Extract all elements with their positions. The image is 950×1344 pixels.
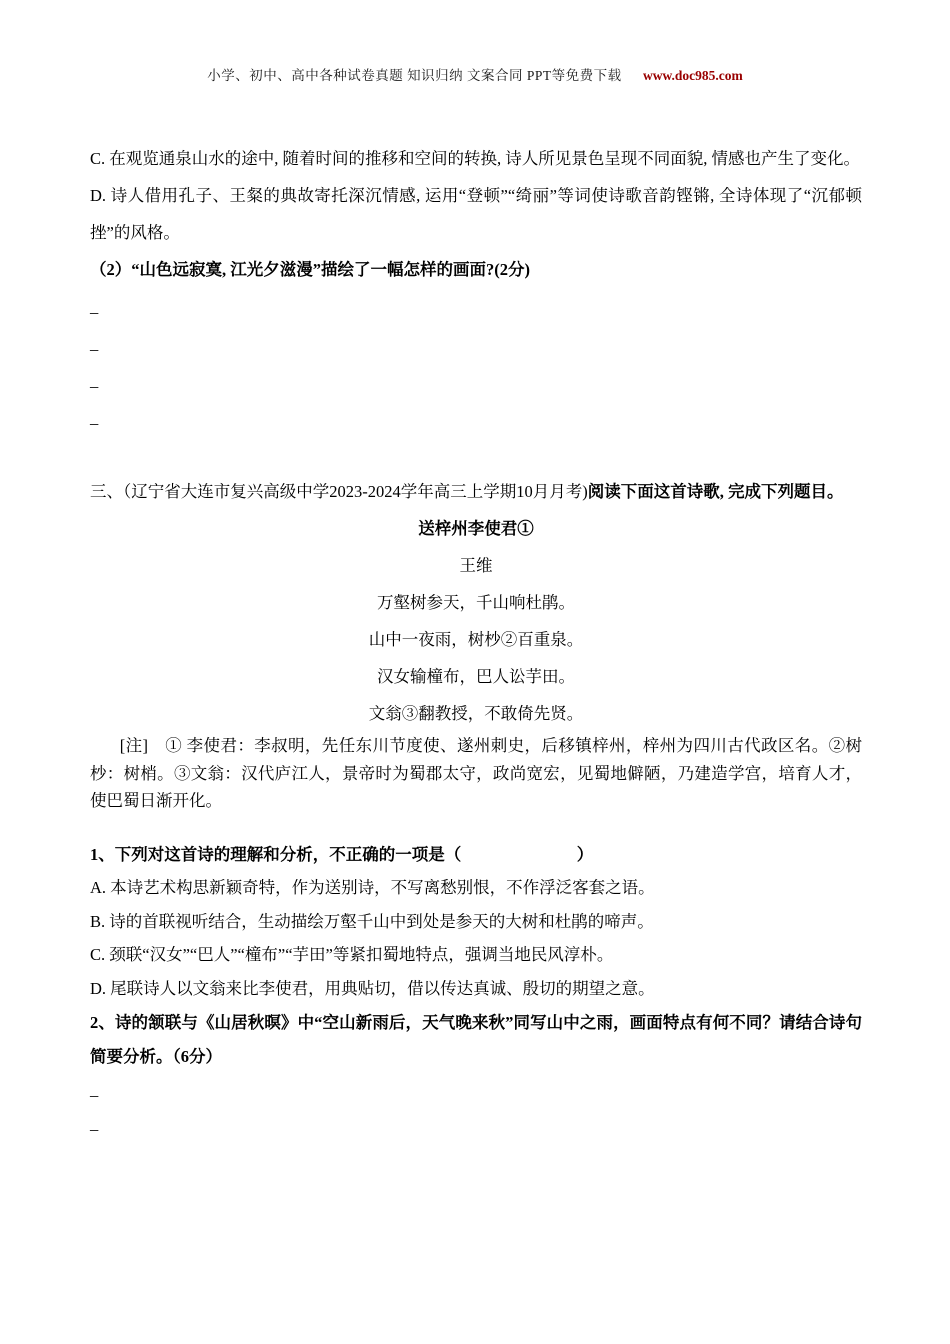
header-promo-text: 小学、初中、高中各种试卷真题 知识归纳 文案合同 PPT等免费下载 (207, 68, 622, 83)
question-2-stem: 2、诗的颔联与《山居秋暝》中“空山新雨后，天气晚来秋”同写山中之雨，画面特点有何不同？请结合诗句简要分析。（6分） (90, 1013, 862, 1066)
section-three-heading (90, 473, 862, 510)
prev-question-sub-question-2: （2）“山色远寂寞, 江光夕滋漫”描绘了一幅怎样的画面?(2分) (90, 260, 530, 279)
poem-line-2: 山中一夜雨，树杪②百重泉。 (368, 630, 584, 649)
question-1-option-b: B. 诗的首联视听结合，生动描绘万壑千山中到处是参天的大树和杜鹃的啼声。 (90, 911, 654, 931)
poem-line-4: 文翁③翻教授，不敢倚先贤。 (368, 704, 584, 723)
answer-blank-line: _ (90, 297, 99, 316)
poem-line-1: 万壑树参天，千山响杜鹃。 (377, 593, 575, 612)
section-three-source: 三、（辽宁省大连市复兴高级中学2023-2024学年高三上学期10月月考) (90, 482, 588, 501)
answer-blank-line: _ (90, 1080, 99, 1099)
question-1-option-d: D. 尾联诗人以文翁来比李使君，用典贴切，借以传达真诚、殷切的期望之意。 (90, 978, 655, 998)
answer-blank-line: _ (90, 334, 99, 353)
question-1-option-a: A. 本诗艺术构思新颖奇特，作为送别诗，不写离愁别恨，不作浮泛客套之语。 (90, 878, 655, 897)
poem-title: 送梓州李使君① (418, 519, 534, 538)
header-site-url-link[interactable]: www.doc985.com (643, 68, 743, 83)
prev-question-option-d: D. 诗人借用孔子、王粲的典故寄托深沉情感, 运用“登顿”“绮丽”等词使诗歌音韵铿锵, 全诗体现了“沉郁顿挫”的风格。 (90, 186, 862, 242)
question-1-stem: 1、下列对这首诗的理解和分析，不正确的一项是（ ） (90, 844, 594, 864)
answer-blank-line: _ (90, 408, 99, 427)
poem-line-3: 汉女输橦布，巴人讼芋田。 (377, 667, 575, 686)
document-body (0, 86, 950, 1140)
question-1-option-c: C. 颈联“汉女”“巴人”“橦布”“芋田”等紧扣蜀地特点，强调当地民风淳朴。 (90, 945, 614, 964)
poem-author: 王维 (459, 556, 493, 575)
page-header (0, 0, 950, 86)
answer-blank-line: _ (90, 371, 99, 390)
answer-blank-line: _ (90, 1113, 99, 1133)
section-three-instruction: 阅读下面这首诗歌, 完成下列题目。 (587, 482, 844, 501)
prev-question-option-c: C. 在观览通泉山水的途中, 随着时间的推移和空间的转换, 诗人所见景色呈现不同面貌, 情感也产生了变化。 (90, 149, 861, 168)
poem-annotation: [注] ① 李使君：李叔明，先任东川节度使、遂州刺史，后移镇梓州，梓州为四川古代政区名。②树杪：树梢。③文翁：汉代庐江人，景帝时为蜀郡太守，政尚宽宏，见蜀地僻陋，乃建造学宫，培育人才，使巴蜀日渐开化。 (90, 736, 862, 810)
